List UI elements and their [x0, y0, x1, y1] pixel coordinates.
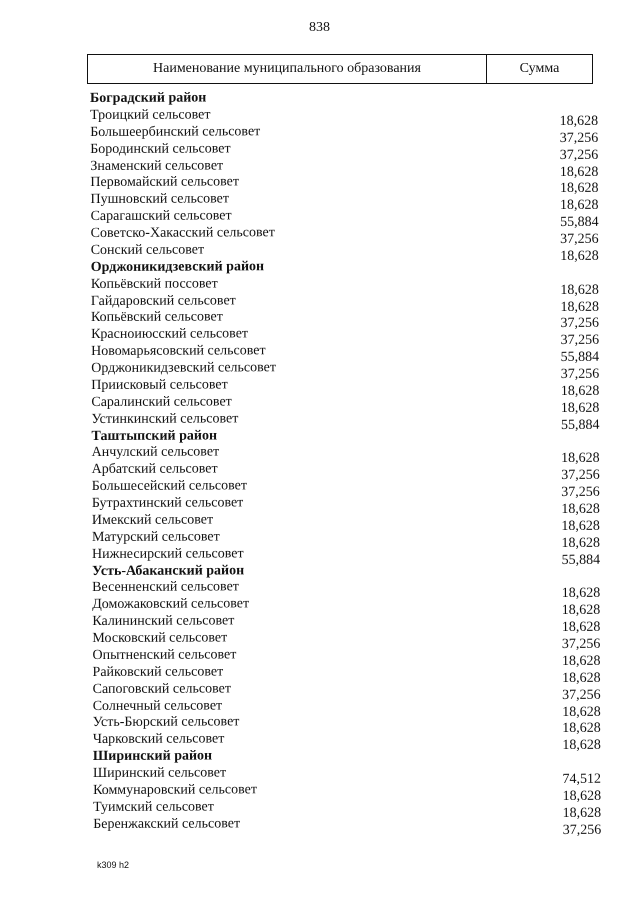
sum-value: 37,256	[560, 316, 600, 332]
municipality-name: Московский сельсовет	[92, 630, 228, 646]
sum-value: 37,256	[559, 130, 599, 146]
sum-value: 18,628	[562, 670, 601, 686]
municipality-name: Сапоговский сельсовет	[92, 681, 231, 697]
municipality-name: Саралинский сельсовет	[91, 394, 232, 410]
municipality-name: Беренжакский сельсовет	[93, 815, 241, 832]
sum-value: 18,628	[561, 619, 601, 636]
municipality-name: Сарагашский сельсовет	[90, 208, 232, 225]
sum-value: 55,884	[560, 349, 600, 366]
sum-value: 18,628	[562, 704, 601, 720]
table-row	[93, 814, 602, 838]
sum-value: 55,884	[560, 417, 600, 433]
sum-value: 18,628	[559, 198, 599, 214]
municipality-name: Троицкий сельсовет	[90, 107, 211, 123]
municipality-name: Копьёвский сельсовет	[90, 309, 223, 326]
municipality-name: Доможаковский сельсовет	[92, 596, 250, 613]
municipality-name: Новомарьясовский сельсовет	[91, 343, 266, 360]
sum-value: 18,628	[560, 282, 599, 298]
municipality-name: Бутрахтинский сельсовет	[91, 495, 244, 511]
municipality-name: Советско-Хакасский сельсовет	[90, 225, 275, 241]
district-name: Ширинский район	[92, 748, 213, 765]
municipality-name: Первомайский сельсовет	[90, 174, 240, 191]
sum-value: 37,256	[562, 822, 602, 838]
municipality-name: Опытненский сельсовет	[92, 647, 237, 663]
sum-value: 55,884	[561, 552, 601, 568]
sum-value: 18,628	[561, 451, 600, 467]
municipality-name: Ширинский сельсовет	[92, 765, 227, 781]
municipality-name: Анчулский сельсовет	[91, 444, 220, 461]
sum-value: 18,628	[561, 518, 600, 534]
sum-value: 37,256	[561, 484, 600, 501]
municipality-name: Пушновский сельсовет	[90, 191, 229, 208]
sum-value: 18,628	[560, 248, 599, 264]
sum-value: 18,628	[560, 383, 600, 399]
municipality-name: Чарковский сельсовет	[92, 731, 225, 748]
sum-value: 37,256	[560, 366, 600, 382]
municipality-name: Весенненский сельсовет	[92, 579, 239, 596]
sum-value: 18,628	[562, 788, 602, 804]
sum-value: 18,628	[561, 603, 601, 619]
municipality-name: Красноиюсский сельсовет	[91, 326, 249, 343]
municipality-name: Приисковый сельсовет	[91, 377, 228, 393]
sum-value: 55,884	[560, 214, 599, 231]
table-body	[90, 89, 602, 838]
district-name: Боградский район	[90, 90, 207, 106]
municipality-name: Большеербинский сельсовет	[90, 124, 261, 140]
sum-value: 18,628	[562, 805, 602, 821]
municipality-name: Солнечный сельсовет	[92, 697, 223, 714]
header-name-column: Наименование муниципального образования	[88, 55, 487, 83]
footer-code: k309 h2	[97, 860, 130, 870]
sum-value: 18,628	[561, 586, 601, 602]
municipality-name: Туимский сельсовет	[93, 799, 214, 815]
sum-value: 18,628	[561, 501, 600, 517]
sum-value: 37,256	[561, 468, 600, 484]
district-name: Орджоникидзевский район	[90, 258, 265, 275]
municipality-name: Арбатский сельсовет	[91, 461, 218, 478]
municipality-name: Усть-Бюрский сельсовет	[92, 714, 240, 731]
sum-value: 37,256	[561, 636, 601, 652]
municipality-name: Бородинский сельсовет	[90, 141, 231, 157]
sum-value: 18,628	[559, 164, 599, 180]
municipality-name: Имекский сельсовет	[91, 512, 214, 528]
table-header	[87, 54, 593, 84]
sum-value: 18,628	[561, 653, 601, 669]
sum-value: 37,256	[559, 147, 599, 163]
district-name: Таштыпский район	[91, 427, 218, 444]
municipality-name: Калининский сельсовет	[92, 613, 235, 630]
sum-value: 18,628	[560, 299, 599, 315]
sum-value: 18,628	[562, 738, 601, 754]
municipality-name: Сонский сельсовет	[90, 242, 205, 258]
sum-value: 18,628	[562, 721, 601, 737]
district-name: Усть-Абаканский район	[92, 562, 245, 579]
municipality-name: Орджоникидзевский сельсовет	[91, 360, 277, 376]
municipality-name: Райковский сельсовет	[92, 664, 224, 680]
sum-value: 18,628	[559, 113, 599, 129]
municipality-name: Знаменский сельсовет	[90, 157, 224, 174]
page-number: 838	[309, 20, 330, 35]
sum-value: 18,628	[561, 535, 601, 551]
municipality-name: Нижнесирский сельсовет	[91, 545, 244, 562]
sum-value: 18,628	[559, 181, 599, 197]
municipality-name: Матурский сельсовет	[91, 529, 220, 545]
municipality-name: Большесейский сельсовет	[91, 478, 247, 495]
municipality-name: Коммунаровский сельсовет	[93, 782, 257, 798]
sum-value: 37,256	[560, 333, 600, 349]
municipality-name: Устинкинский сельсовет	[91, 410, 239, 427]
sum-value: 37,256	[560, 231, 599, 247]
sum-value: 37,256	[562, 687, 601, 703]
header-sum-column: Сумма	[519, 61, 560, 76]
municipality-name: Копьёвский поссовет	[90, 276, 218, 292]
sum-value: 18,628	[560, 400, 600, 416]
municipality-name: Гайдаровский сельсовет	[90, 292, 236, 309]
sum-value: 74,512	[562, 771, 602, 787]
